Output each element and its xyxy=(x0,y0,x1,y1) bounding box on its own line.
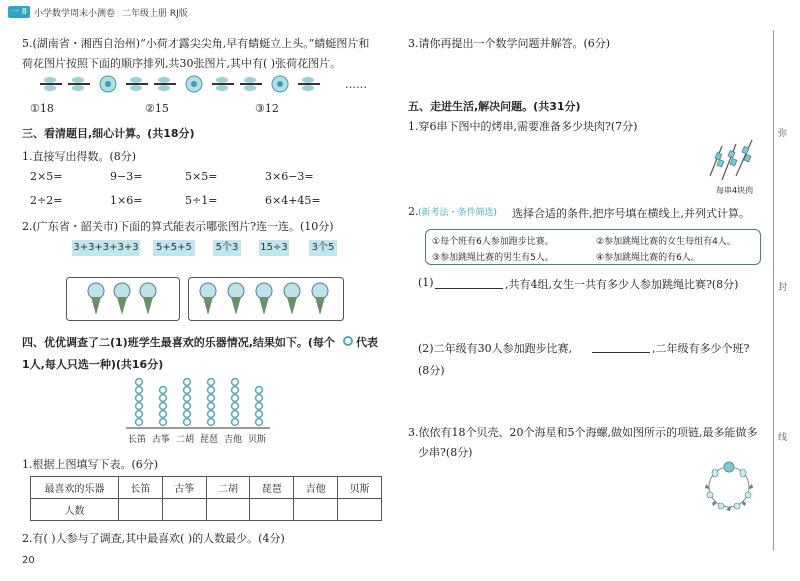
instrument-label: 古筝 xyxy=(152,435,171,445)
condition-2[interactable]: ②参加跳绳比赛的女生每组有4人。 xyxy=(596,237,736,247)
q4-2: 2.有( )人参与了调查,其中最喜欢( )的人数最少。(4分) xyxy=(22,532,285,545)
table-header-cell: 古筝 xyxy=(162,477,206,499)
q5-line1: 5.(湖南省・湘西自治州)“小荷才露尖尖角,早有蜻蜓立上头。”蜻蜓图片和 xyxy=(22,37,370,50)
section-4-line1-tail: 代表 xyxy=(356,336,378,349)
unit-badge: 一 8 xyxy=(8,6,30,18)
q5-option-3: ③12 xyxy=(255,102,279,115)
q5-option-1: ①18 xyxy=(30,102,54,115)
section-4-line1: 四、优优调查了二(1)班学生最喜欢的乐器情况,结果如下。(每个 xyxy=(22,336,335,349)
dragonfly-icon xyxy=(240,77,262,91)
bouquet-picture-left[interactable] xyxy=(66,277,180,321)
calc-8: 6×4+45= xyxy=(265,194,321,207)
calc-1: 2×5= xyxy=(30,170,63,183)
calc-4: 3×6−3= xyxy=(265,170,314,183)
skewer-caption: 每串4块肉 xyxy=(716,186,754,195)
section-5-title: 五、走进生活,解决问题。(共31分) xyxy=(408,100,581,113)
page-number: 20 xyxy=(22,555,35,566)
dragonfly-icon xyxy=(154,77,176,91)
sub1-prefix: (1) xyxy=(418,276,434,289)
margin-label: 线 xyxy=(778,433,788,443)
sub2-prefix: (2)二年级有30人参加跑步比赛, xyxy=(418,342,573,355)
instrument-label: 贝斯 xyxy=(248,435,267,445)
answer-cell[interactable] xyxy=(250,499,294,521)
answer-cell[interactable] xyxy=(294,499,338,521)
grade-label: 二年级上册 RJ版 xyxy=(122,9,188,19)
dragonfly-icon xyxy=(40,77,62,91)
table-header-cell: 二胡 xyxy=(206,477,250,499)
sub1-blank[interactable] xyxy=(435,288,503,289)
q5-option-2: ②15 xyxy=(145,102,169,115)
answer-cell[interactable] xyxy=(338,499,382,521)
right-q2-text: 选择合适的条件,把序号填在横线上,并列式计算。 xyxy=(512,207,750,220)
dragonfly-icon xyxy=(298,77,320,91)
right-q3: 3.请你再提出一个数学问题并解答。(6分) xyxy=(408,37,611,50)
table-header-cell: 最喜欢的乐器 xyxy=(31,477,119,499)
lotus-icon xyxy=(100,76,116,92)
instrument-table xyxy=(30,476,382,521)
picture-sequence xyxy=(40,72,360,96)
table-header-cell: 琵琶 xyxy=(250,477,294,499)
binding-line xyxy=(773,30,774,550)
condition-1[interactable]: ①每个班有6人参加跑步比赛。 xyxy=(432,237,554,247)
answer-cell[interactable] xyxy=(162,499,206,521)
calc-6: 1×6= xyxy=(110,194,143,207)
dragonfly-icon xyxy=(126,77,148,91)
skewer-picture xyxy=(706,136,762,184)
q5-line2: 荷花图片按照下面的顺序排列,共30张图片,其中有( )张荷花图片。 xyxy=(22,57,342,70)
q4-1-title: 1.根据上图填写下表。(6分) xyxy=(22,458,159,471)
expression-card[interactable]: 5+5+5 xyxy=(153,240,195,256)
table-row xyxy=(31,477,382,499)
section-4-line2: 1人,每人只选一种)(共16分) xyxy=(22,358,164,371)
necklace-picture xyxy=(700,458,758,516)
series-title: 小学数学周末小测卷 xyxy=(34,9,116,19)
right-q1: 1.穿6串下图中的烤串,需要准备多少块肉?(7分) xyxy=(408,120,638,133)
answer-cell[interactable] xyxy=(119,499,163,521)
circle-legend-icon xyxy=(343,336,353,346)
expression-card[interactable]: 3+3+3+3+3 xyxy=(72,240,140,256)
q1-title: 1.直接写出得数。(8分) xyxy=(22,150,137,163)
margin-label: 弥 xyxy=(778,129,788,139)
lotus-icon xyxy=(272,76,288,92)
right-q2-number: 2. xyxy=(408,205,419,218)
calc-2: 9−3= xyxy=(110,170,143,183)
table-header-cell: 长笛 xyxy=(119,477,163,499)
table-row-label: 人数 xyxy=(31,499,119,521)
calc-3: 5×5= xyxy=(185,170,218,183)
sub2-blank[interactable] xyxy=(592,352,650,353)
right-q3b-line2: 少串?(8分) xyxy=(418,446,473,459)
sub2-score: (8分) xyxy=(418,364,445,377)
q2-title: 2.(广东省・韶关市)下面的算式能表示哪张图片?连一连。(10分) xyxy=(22,220,334,233)
expression-card[interactable]: 15÷3 xyxy=(259,240,289,256)
calc-7: 5÷1= xyxy=(185,194,218,207)
expression-card[interactable]: 3个5 xyxy=(309,240,337,256)
section-3-title: 三、看清题目,细心计算。(共18分) xyxy=(22,127,195,140)
expression-card[interactable]: 5个3 xyxy=(213,240,241,256)
instrument-label: 长笛 xyxy=(128,435,147,445)
new-method-tag: (新考法・条件筛选) xyxy=(418,208,498,218)
table-row xyxy=(31,499,382,521)
calc-5: 2÷2= xyxy=(30,194,63,207)
condition-4[interactable]: ④参加跳绳比赛的有6人。 xyxy=(596,253,700,263)
instrument-label: 吉他 xyxy=(224,435,243,445)
sub2-text: ,二年级有多少个班? xyxy=(652,342,750,355)
right-q3b-line1: 3.依依有18个贝壳、20个海星和5个海螺,做如图所示的项链,最多能做多 xyxy=(408,426,758,439)
instrument-label: 二胡 xyxy=(176,435,195,445)
table-header-cell: 贝斯 xyxy=(338,477,382,499)
instrument-label: 琵琶 xyxy=(200,435,219,445)
dragonfly-icon xyxy=(68,77,90,91)
table-header-cell: 吉他 xyxy=(294,477,338,499)
bouquet-picture-right[interactable] xyxy=(188,277,344,321)
lotus-icon xyxy=(186,76,202,92)
instrument-pictograph xyxy=(124,376,274,432)
answer-cell[interactable] xyxy=(206,499,250,521)
sub1-text: ,共有4组,女生一共有多少人参加跳绳比赛?(8分) xyxy=(505,278,739,291)
margin-label: 封 xyxy=(778,283,788,293)
dragonfly-icon xyxy=(212,77,234,91)
q5-ellipsis: …… xyxy=(345,78,367,91)
condition-3[interactable]: ③参加跳绳比赛的男生有5人。 xyxy=(432,253,554,263)
